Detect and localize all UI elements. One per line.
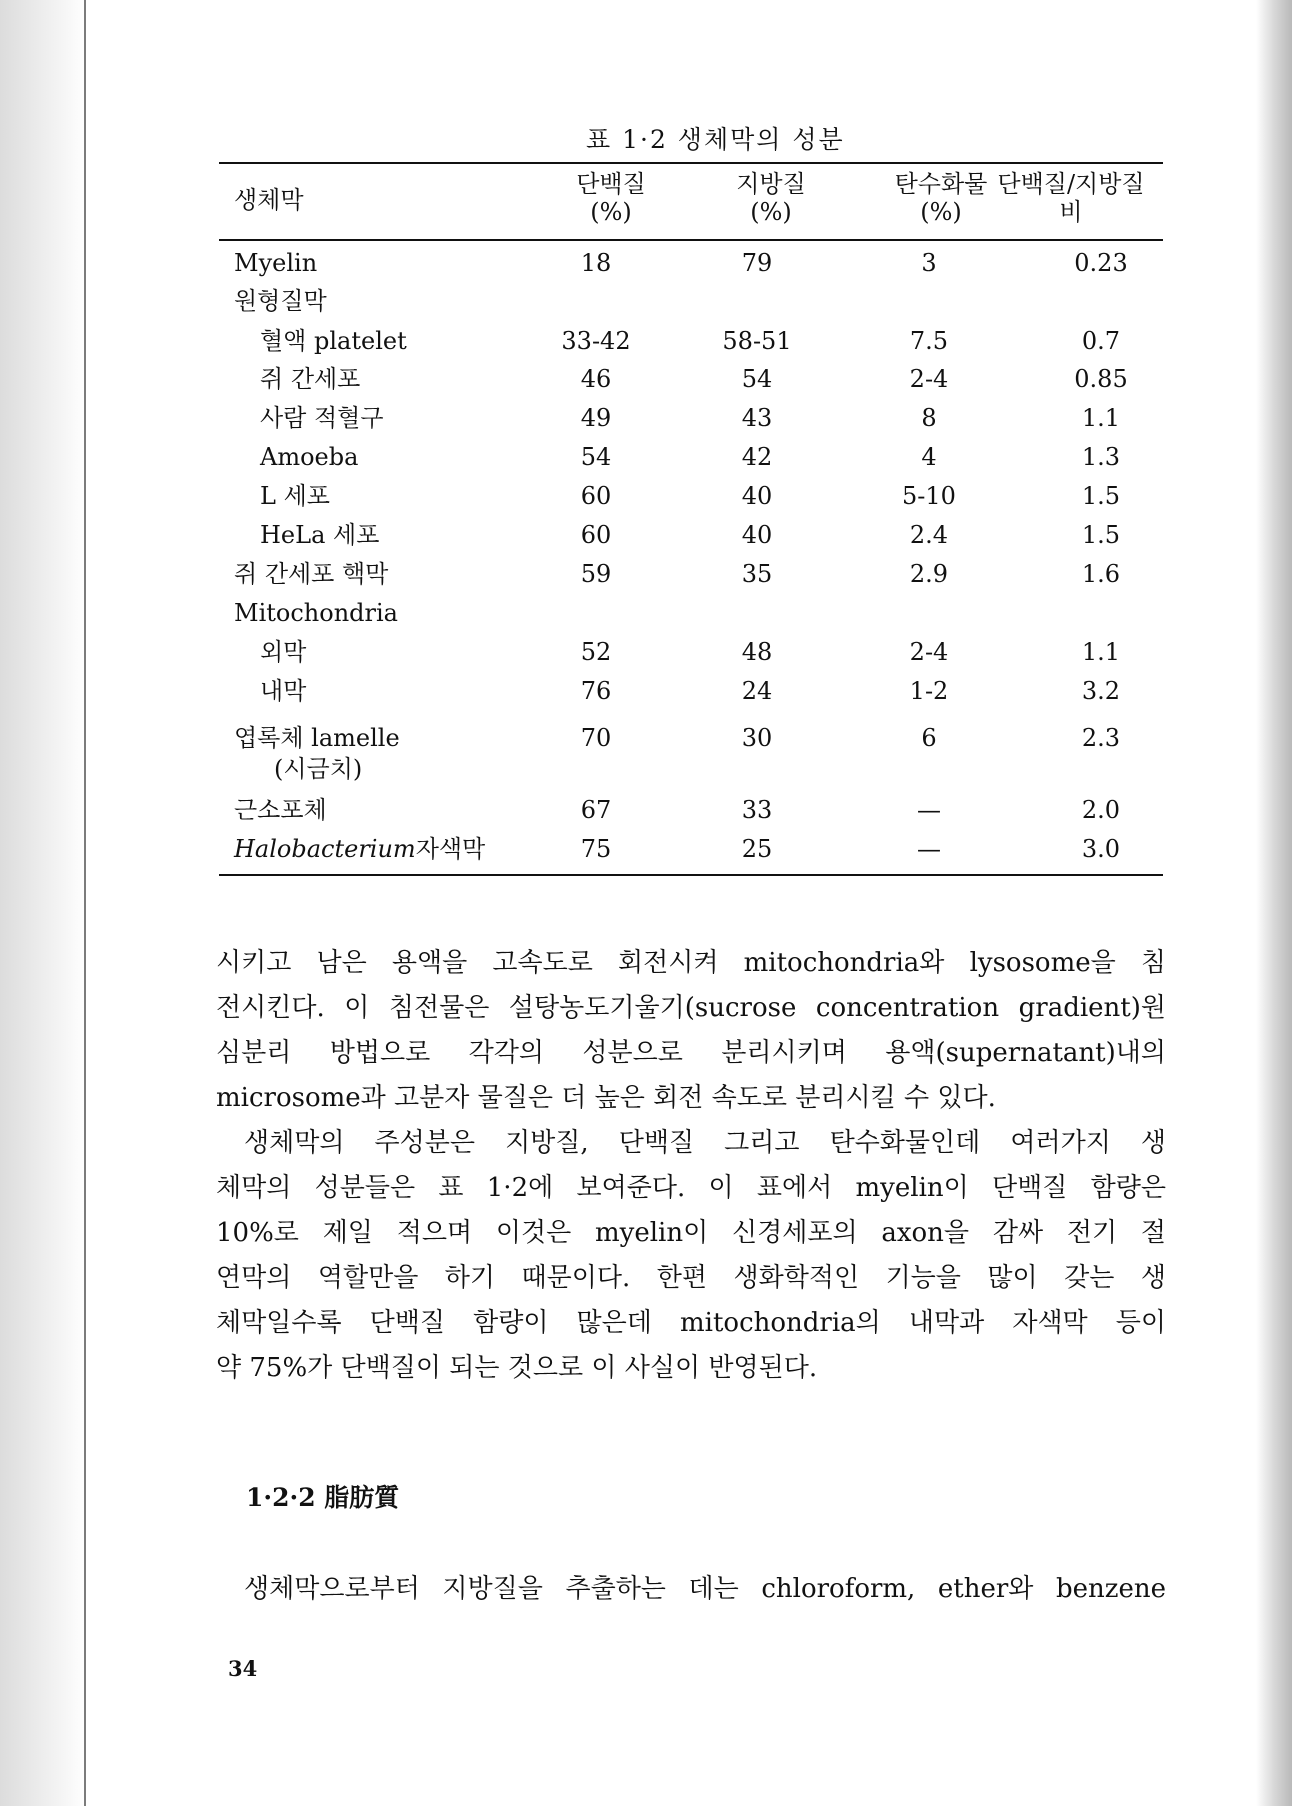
row-carb: —	[917, 835, 941, 863]
row-name: 쥐 간세포	[260, 365, 361, 393]
row-carb: 2-4	[909, 638, 949, 666]
table-row	[219, 634, 1163, 670]
row-name-suffix: 자색막	[415, 835, 486, 863]
row-protein: 49	[580, 404, 612, 432]
text-line: 약 75%가 단백질이 되는 것으로 이 사실이 반영된다.	[216, 1353, 818, 1383]
header-membrane: 생체막	[234, 186, 304, 214]
text-line: microsome과 고분자 물질은 더 높은 회전 속도로 분리시킬 수 있다.	[216, 1083, 996, 1113]
viewer-left-shadow	[0, 0, 86, 1806]
table-row	[219, 478, 1163, 514]
row-name: HeLa 세포	[260, 521, 380, 549]
row-lipid: 42	[741, 443, 773, 471]
header-ratio	[986, 170, 1156, 226]
row-protein: 70	[580, 724, 612, 752]
row-ratio: 1.1	[1081, 404, 1121, 432]
row-carb: —	[917, 796, 941, 824]
text-line: 심분리 방법으로 각각의 성분으로 분리시키며 용액(supernatant)내의	[216, 1038, 1166, 1068]
row-ratio: 0.85	[1074, 365, 1128, 393]
row-name: 혈액 platelet	[260, 327, 407, 355]
table-row	[219, 792, 1163, 828]
section-heading: 1·2·2 脂肪質	[246, 1483, 400, 1512]
row-lipid: 48	[741, 638, 773, 666]
row-name	[234, 831, 485, 867]
header-lipid-line1: 지방질	[736, 170, 806, 198]
row-protein: 60	[580, 482, 612, 510]
page-number: 34	[228, 1656, 258, 1681]
header-protein-line2: (%)	[590, 198, 632, 226]
row-protein: 52	[580, 638, 612, 666]
row-name: Mitochondria	[234, 599, 398, 627]
row-ratio: 0.23	[1074, 249, 1128, 277]
row-protein: 60	[580, 521, 612, 549]
row-lipid: 58-51	[722, 327, 792, 355]
row-protein: 76	[580, 677, 612, 705]
row-carb: 8	[921, 404, 937, 432]
row-protein: 67	[580, 796, 612, 824]
text-line: 체막일수록 단백질 함량이 많은데 mitochondria의 내막과 자색막 등이	[216, 1308, 1166, 1338]
row-name: Amoeba	[260, 443, 359, 471]
row-lipid: 24	[741, 677, 773, 705]
row-protein: 59	[580, 560, 612, 588]
table-row	[219, 361, 1163, 397]
row-name: 근소포체	[234, 796, 327, 824]
row-protein: 75	[580, 835, 612, 863]
row-name: (시금치)	[274, 755, 363, 783]
row-protein: 33-42	[561, 327, 631, 355]
row-carb: 1-2	[909, 677, 949, 705]
table-header-rule	[219, 239, 1163, 241]
row-carb: 4	[921, 443, 937, 471]
row-carb: 7.5	[909, 327, 949, 355]
row-ratio: 1.6	[1081, 560, 1121, 588]
row-carb: 2-4	[909, 365, 949, 393]
row-lipid: 54	[741, 365, 773, 393]
text-line: 시키고 남은 용액을 고속도로 회전시켜 mitochondria와 lysosome을 침	[216, 948, 1166, 978]
table-row	[219, 556, 1163, 592]
header-protein	[541, 170, 681, 226]
row-carb: 2.9	[909, 560, 949, 588]
row-ratio: 1.1	[1081, 638, 1121, 666]
row-name: 내막	[260, 677, 307, 705]
table-row	[219, 323, 1163, 359]
table-row	[219, 400, 1163, 436]
row-lipid: 40	[741, 482, 773, 510]
header-protein-line1: 단백질	[576, 170, 646, 198]
row-carb: 6	[921, 724, 937, 752]
row-ratio: 2.0	[1081, 796, 1121, 824]
header-carb-line2: (%)	[920, 198, 962, 226]
table-row	[219, 673, 1163, 709]
table-row	[219, 517, 1163, 553]
header-carb-line1: 탄수화물	[894, 170, 988, 198]
row-name: Myelin	[234, 249, 318, 277]
row-ratio: 1.5	[1081, 482, 1121, 510]
row-carb: 3	[921, 249, 937, 277]
table-bottom-rule	[219, 874, 1163, 876]
table-row	[219, 831, 1163, 867]
table-row	[219, 245, 1163, 281]
row-carb: 2.4	[909, 521, 949, 549]
text-line: 체막의 성분들은 표 1·2에 보여준다. 이 표에서 myelin이 단백질 함량은	[216, 1173, 1166, 1203]
table-row	[219, 283, 1163, 319]
table-top-rule	[219, 162, 1163, 164]
row-name: 쥐 간세포 핵막	[234, 560, 389, 588]
text-line: 연막의 역할만을 하기 때문이다. 한편 생화학적인 기능을 많이 갖는 생	[216, 1263, 1166, 1293]
row-ratio: 3.2	[1081, 677, 1121, 705]
row-name: 엽록체 lamelle	[234, 724, 400, 752]
header-lipid-line2: (%)	[750, 198, 792, 226]
row-protein: 46	[580, 365, 612, 393]
header-ratio-line1: 단백질/지방질	[997, 170, 1145, 198]
row-name: 사람 적혈구	[260, 404, 384, 432]
row-name: 외막	[260, 638, 307, 666]
row-ratio: 1.3	[1081, 443, 1121, 471]
row-lipid: 40	[741, 521, 773, 549]
text-line: 전시킨다. 이 침전물은 설탕농도기울기(sucrose concentration gradient)원	[216, 993, 1166, 1023]
row-ratio: 0.7	[1081, 327, 1121, 355]
row-ratio: 3.0	[1081, 835, 1121, 863]
row-name: L 세포	[260, 482, 330, 510]
row-name: 원형질막	[234, 287, 327, 315]
row-protein: 18	[580, 249, 612, 277]
row-lipid: 30	[741, 724, 773, 752]
table-row	[219, 439, 1163, 475]
row-protein: 54	[580, 443, 612, 471]
text-line: 생체막의 주성분은 지방질, 단백질 그리고 탄수화물인데 여러가지 생	[244, 1128, 1166, 1158]
row-lipid: 33	[741, 796, 773, 824]
table-row	[219, 751, 1163, 787]
row-lipid: 25	[741, 835, 773, 863]
species-name-italic: Halobacterium	[234, 835, 416, 863]
book-page	[86, 0, 1256, 1806]
table-caption: 표 1·2 생체막의 성분	[586, 125, 845, 154]
row-lipid: 79	[741, 249, 773, 277]
text-line: 생체막으로부터 지방질을 추출하는 데는 chloroform, ether와 benzene	[244, 1574, 1166, 1604]
header-lipid	[701, 170, 841, 226]
header-ratio-line2: 비	[1059, 198, 1083, 226]
row-lipid: 35	[741, 560, 773, 588]
row-ratio: 1.5	[1081, 521, 1121, 549]
row-carb: 5-10	[902, 482, 956, 510]
text-line: 10%로 제일 적으며 이것은 myelin이 신경세포의 axon을 감싸 전기 절	[216, 1218, 1166, 1248]
row-ratio: 2.3	[1081, 724, 1121, 752]
table-row	[219, 595, 1163, 631]
viewer-right-shadow	[1256, 0, 1292, 1806]
row-lipid: 43	[741, 404, 773, 432]
